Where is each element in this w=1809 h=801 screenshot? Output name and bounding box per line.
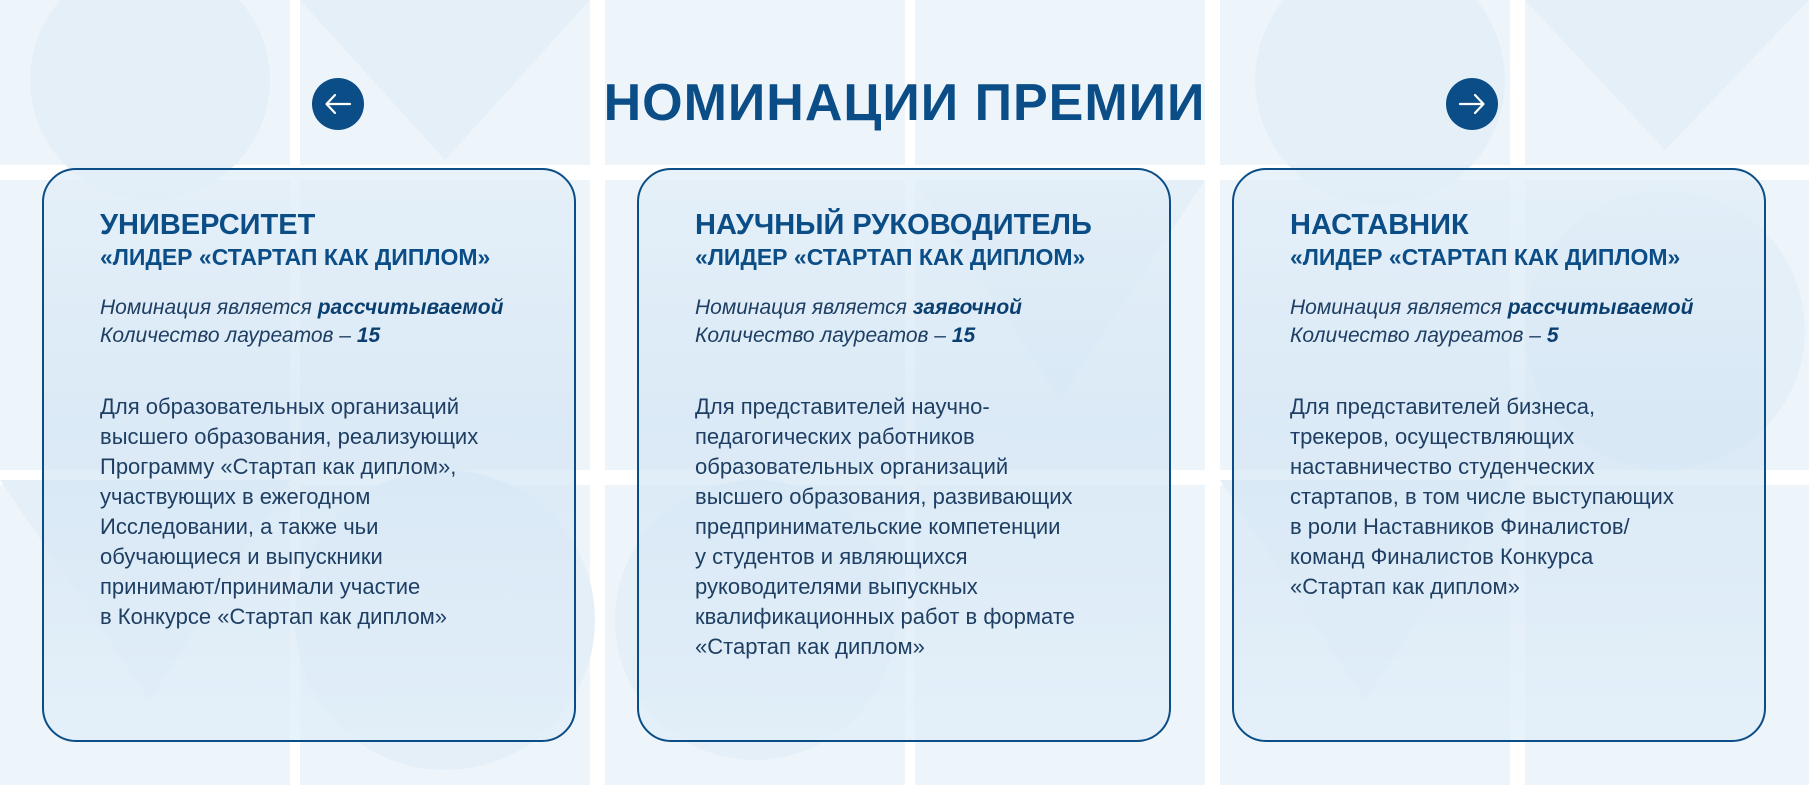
laureates-count: Количество лауреатов – 15 (100, 324, 381, 347)
laureates-count: Количество лауреатов – 5 (1290, 324, 1559, 347)
nomination-card-university (42, 168, 576, 742)
nomination-type-value: рассчитываемой (1507, 296, 1694, 319)
nomination-type: Номинация является рассчитываемой (1290, 296, 1694, 319)
arrow-right-icon (1457, 89, 1487, 119)
card-description: Для образовательных организаций высшего образования, реализующих Программу «Стартап как диплом», участвующих в ежегодном Исследовании, а также чьи обучающиеся и выпускники принимают/принимали участие в Конкурсе «Стартап как диплом» (100, 394, 479, 629)
card-meta (1290, 294, 1724, 350)
card-meta (100, 294, 534, 350)
card-subtitle: «ЛИДЕР «СТАРТАП КАК ДИПЛОМ» (695, 244, 1086, 270)
card-title: НАУЧНЫЙ РУКОВОДИТЕЛЬ (695, 209, 1092, 241)
laureates-count-value: 5 (1546, 324, 1559, 347)
next-slide-button[interactable] (1446, 78, 1498, 130)
nomination-card-scientific-supervisor (637, 168, 1171, 742)
nomination-type-value: рассчитываемой (317, 296, 504, 319)
nomination-card-mentor (1232, 168, 1766, 742)
nomination-type: Номинация является заявочной (695, 296, 1022, 319)
card-title: УНИВЕРСИТЕТ (100, 209, 316, 241)
laureates-count-value: 15 (951, 324, 976, 347)
card-meta (695, 294, 1129, 350)
card-description: Для представителей бизнеса, трекеров, осуществляющих наставничество студенческих стартапов, в том числе выступающих в роли Наставников Финалистов/ команд Финалистов Конкурса «Стартап как диплом» (1290, 394, 1674, 599)
nomination-type: Номинация является рассчитываемой (100, 296, 504, 319)
card-title: НАСТАВНИК (1290, 209, 1469, 241)
nomination-type-value: заявочной (912, 296, 1022, 319)
laureates-count-value: 15 (356, 324, 381, 347)
laureates-count: Количество лауреатов – 15 (695, 324, 976, 347)
card-description: Для представителей научно- педагогических работников образовательных организаций высшего образования, развивающих предпринимательские компетенции у студентов и являющихся руководителями выпускных квалификационных работ в формате «Стартап как диплом» (695, 394, 1075, 659)
card-subtitle: «ЛИДЕР «СТАРТАП КАК ДИПЛОМ» (1290, 244, 1681, 270)
section-title: НОМИНАЦИИ ПРЕМИИ (603, 74, 1206, 132)
card-subtitle: «ЛИДЕР «СТАРТАП КАК ДИПЛОМ» (100, 244, 491, 270)
